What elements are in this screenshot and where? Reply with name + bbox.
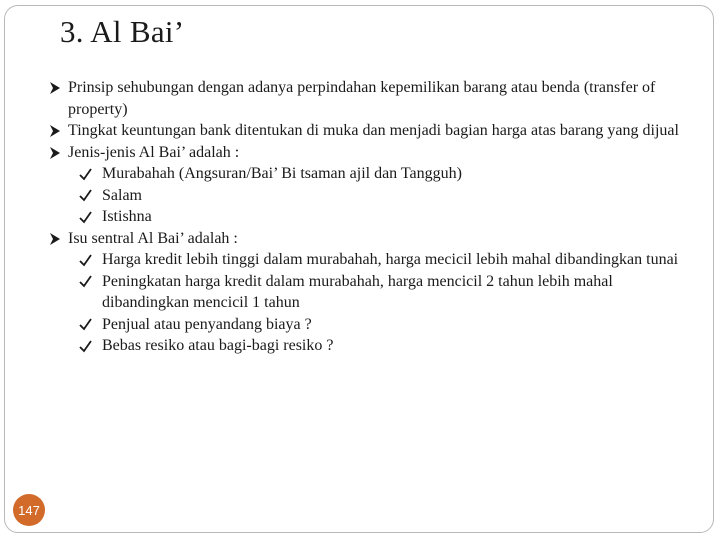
- bullet-text: Prinsip sehubungan dengan adanya perpindahan kepemilikan barang atau benda (transfer of property): [68, 79, 656, 118]
- sub-bullet-item: [46, 314, 696, 336]
- slide-title: 3. Al Bai’: [60, 14, 185, 49]
- bullet-list: [46, 77, 696, 357]
- bullet-text: Jenis-jenis Al Bai’ adalah :: [68, 143, 240, 161]
- bullet-text: Isu sentral Al Bai’ adalah :: [68, 229, 238, 247]
- arrow-bullet-icon: [49, 77, 61, 99]
- bullet-item: [46, 120, 696, 142]
- checkmark-icon: [79, 314, 92, 336]
- sub-bullet-item: [46, 249, 696, 271]
- bullet-text: Tingkat keuntungan bank ditentukan di muka dan menjadi bagian harga atas barang yang dijual: [68, 122, 679, 139]
- arrow-bullet-icon: [49, 120, 61, 142]
- checkmark-icon: [79, 249, 92, 271]
- checkmark-icon: [79, 206, 92, 228]
- bullet-item: [46, 77, 696, 120]
- sub-bullet-item: [46, 206, 696, 228]
- bullet-item: [46, 228, 696, 250]
- sub-bullet-item: [46, 271, 696, 314]
- checkmark-icon: [79, 163, 92, 185]
- sub-bullet-text: Harga kredit lebih tinggi dalam murabahah, harga mecicil lebih mahal dibandingkan tunai: [102, 251, 679, 268]
- sub-bullet-text: Istishna: [102, 208, 152, 225]
- sub-bullet-item: [46, 335, 696, 357]
- sub-bullet-text: Peningkatan harga kredit dalam murabahah, harga mencicil 2 tahun lebih mahal dibandingkan mencicil 1 tahun: [102, 272, 613, 311]
- sub-bullet-text: Murabahah (Angsuran/Bai’ Bi tsaman ajil dan Tangguh): [102, 165, 462, 182]
- sub-bullet-item: [46, 185, 696, 207]
- sub-bullet-text: Penjual atau penyandang biaya ?: [102, 315, 312, 333]
- checkmark-icon: [79, 185, 92, 207]
- checkmark-icon: [79, 271, 92, 293]
- arrow-bullet-icon: [49, 142, 61, 164]
- bullet-item: [46, 142, 696, 164]
- sub-bullet-text: Salam: [102, 186, 142, 204]
- slide-number-badge: 147: [13, 494, 45, 526]
- arrow-bullet-icon: [49, 228, 61, 250]
- sub-bullet-item: [46, 163, 696, 185]
- checkmark-icon: [79, 335, 92, 357]
- sub-bullet-text: Bebas resiko atau bagi-bagi resiko ?: [102, 337, 334, 354]
